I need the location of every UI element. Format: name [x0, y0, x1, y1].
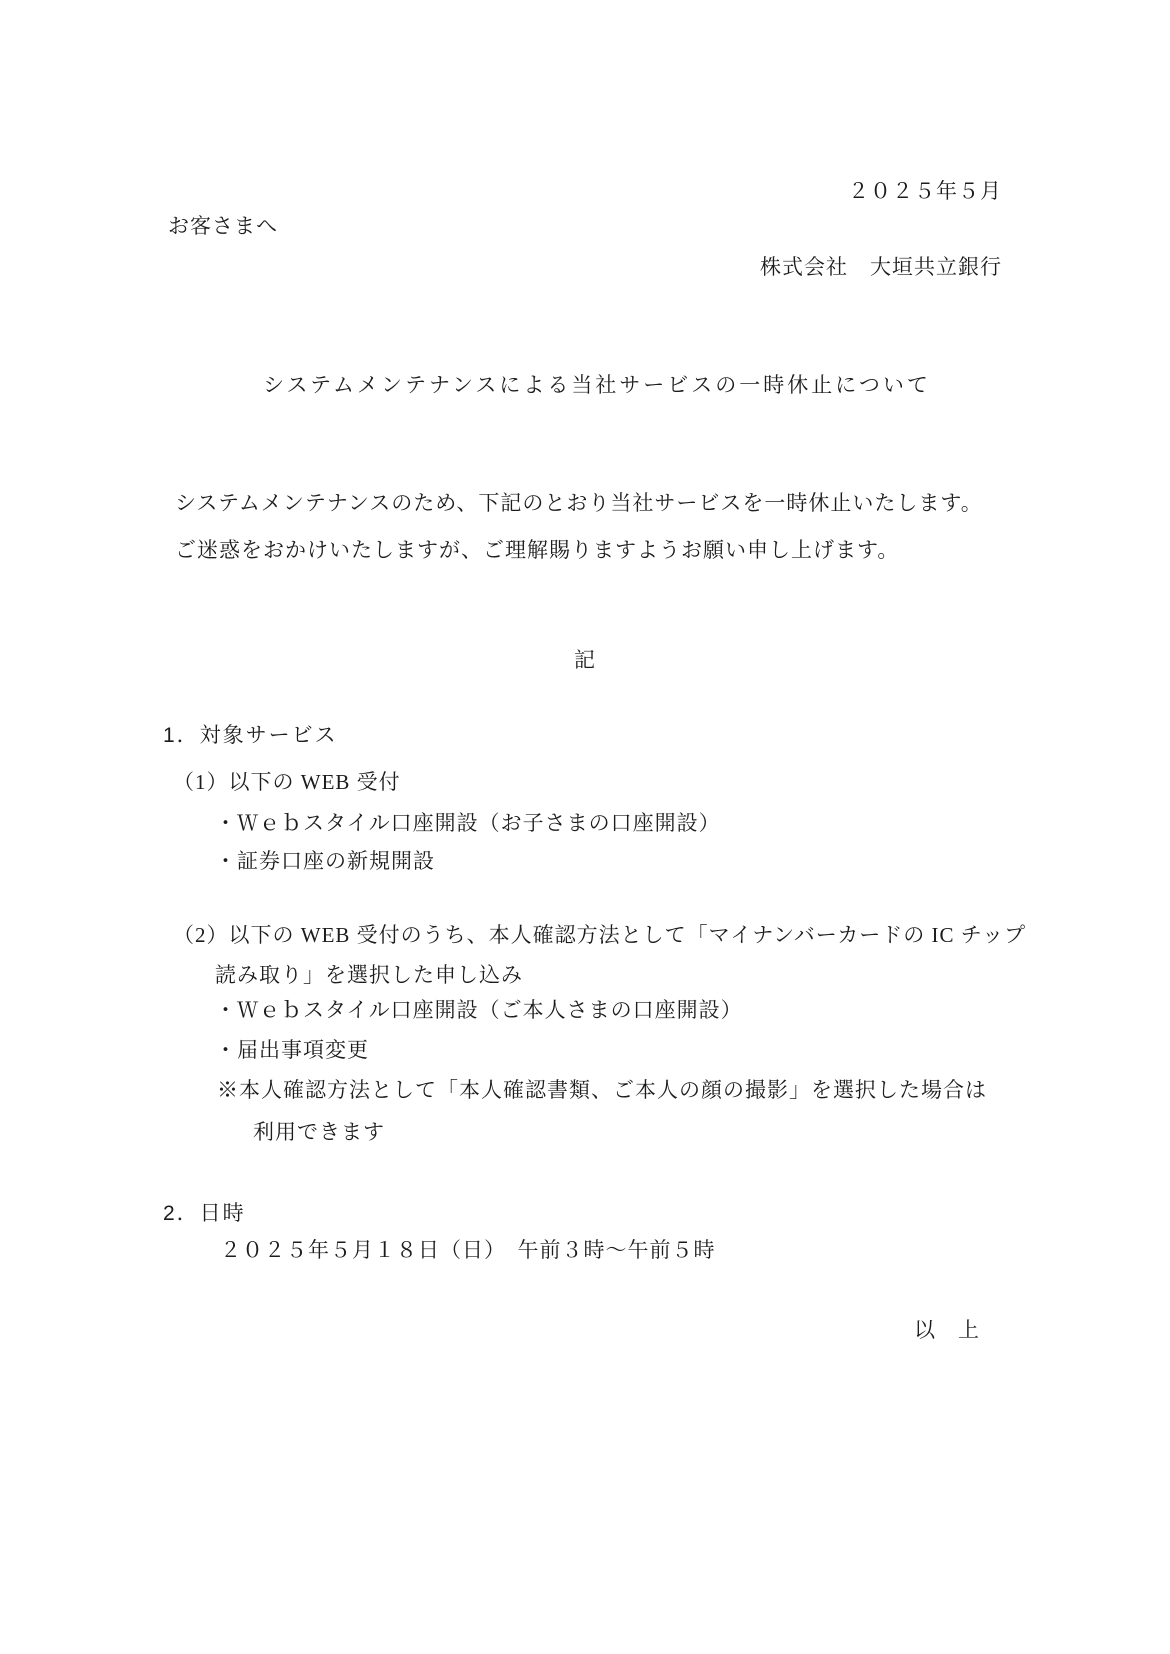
section1-item1-bullet-2: ・証券口座の新規開設	[215, 849, 435, 873]
body-paragraph-line-1: システムメンテナンスのため、下記のとおり当社サービスを一時休止いたします。	[175, 491, 983, 515]
section1-heading: 1．対象サービス	[163, 724, 338, 747]
section1-note-line-1: ※本人確認方法として「本人確認書類、ご本人の顔の撮影」を選択した場合は	[217, 1078, 987, 1102]
section1-item2-label-line-1: （2）以下の WEB 受付のうち、本人確認方法として「マイナンバーカードの IC チップ	[173, 923, 1027, 947]
document-date: ２０２５年５月	[848, 179, 1002, 203]
section1-item1-label: （1）以下の WEB 受付	[173, 770, 401, 794]
document-title: システムメンテナンスによる当社サービスの一時休止について	[263, 374, 931, 397]
ki-marker: 記	[574, 648, 596, 672]
addressee-line: お客さまへ	[168, 214, 278, 238]
section1-item1-bullet-1: ・Ｗｅｂスタイル口座開設（お子さまの口座開設）	[215, 811, 721, 835]
section1-item2-label-line-2: 読み取り」を選択した申し込み	[215, 963, 523, 987]
section2-heading: 2．日時	[163, 1202, 246, 1225]
closing-marker: 以 上	[914, 1318, 980, 1342]
section2-datetime: ２０２５年５月１８日（日） 午前３時～午前５時	[220, 1238, 716, 1262]
section1-note-line-2: 利用できます	[253, 1120, 385, 1144]
section1-item2-bullet-1: ・Ｗｅｂスタイル口座開設（ご本人さまの口座開設）	[215, 998, 743, 1022]
section1-item2-bullet-2: ・届出事項変更	[215, 1038, 369, 1062]
company-name: 株式会社 大垣共立銀行	[760, 255, 1002, 279]
body-paragraph-line-2: ご迷惑をおかけいたしますが、ご理解賜りますようお願い申し上げます。	[175, 538, 900, 562]
